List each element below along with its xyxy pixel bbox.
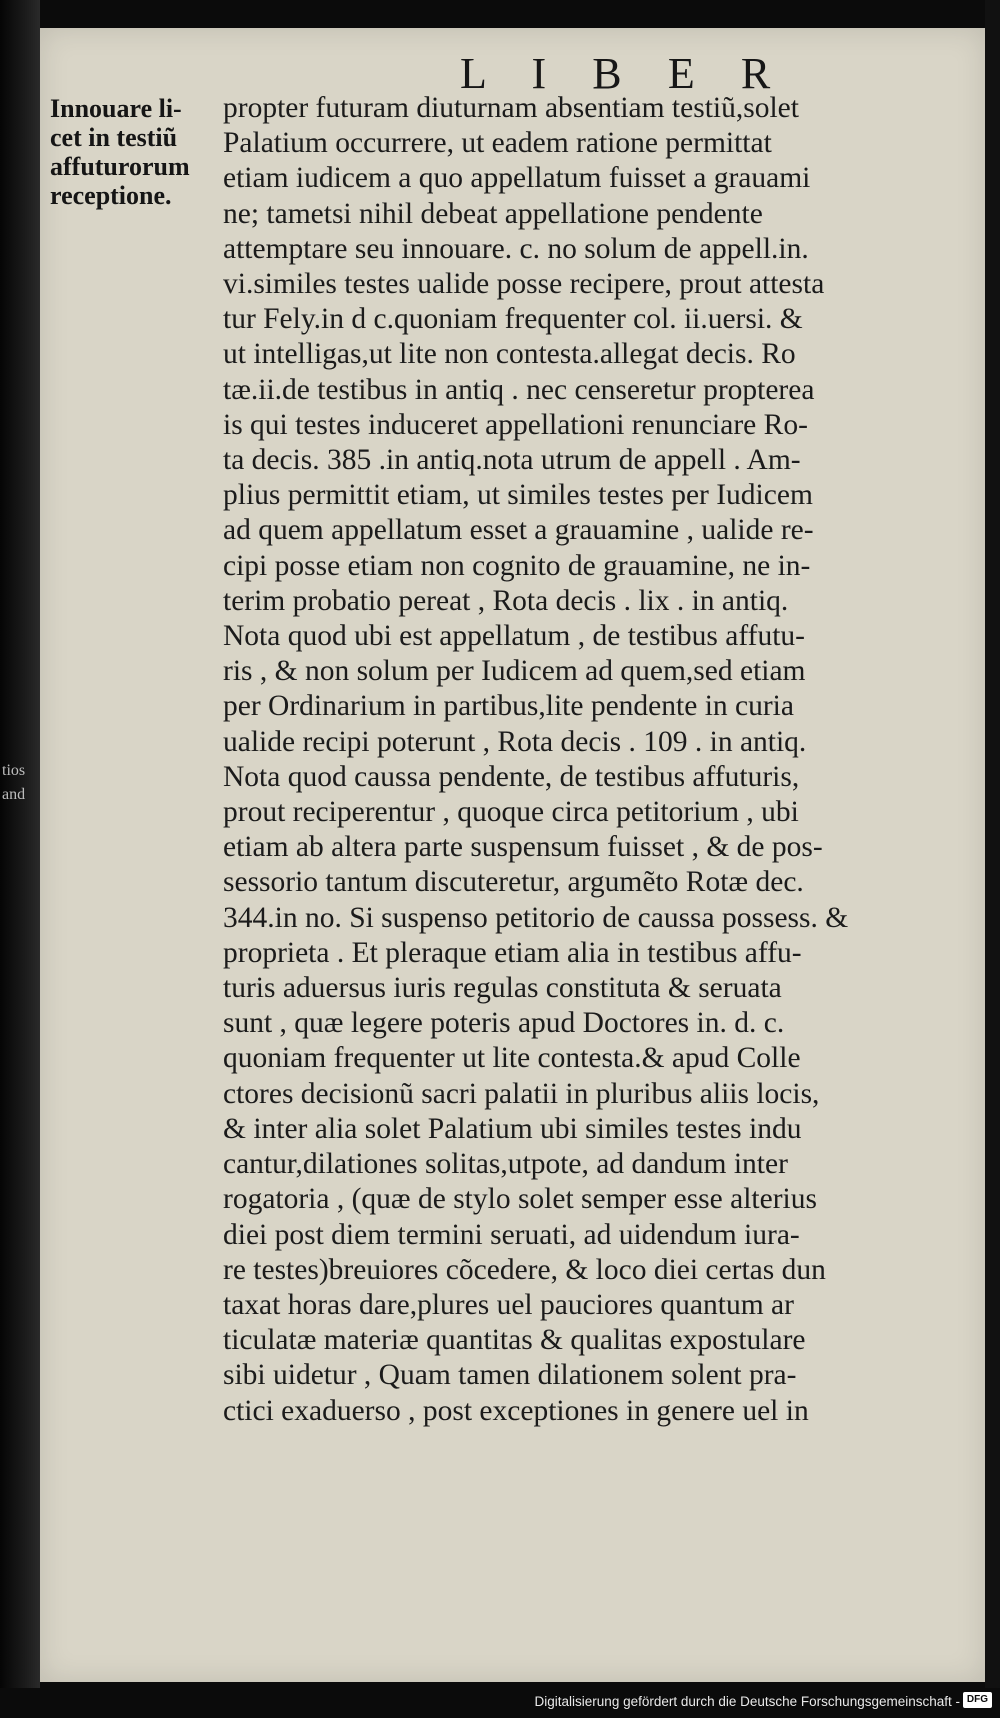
text-line: etiam ab altera parte suspensum fuisset , & de pos- xyxy=(223,831,823,864)
text-line: cipi posse etiam non cognito de grauamine, ne in- xyxy=(223,549,811,582)
left-page-edge xyxy=(0,0,40,1718)
text-line: tæ.ii.de testibus in antiq . nec censeretur propterea xyxy=(223,373,815,406)
text-line: proprieta . Et pleraque etiam alia in testibus affu- xyxy=(223,936,802,969)
marginal-line: cet in testiũ xyxy=(50,123,178,152)
text-line: sibi uidetur , Quam tamen dilationem solent pra- xyxy=(223,1359,797,1392)
text-line: ris , & non solum per Iudicem ad quem,sed etiam xyxy=(223,655,806,688)
text-line: terim probatio pereat , Rota decis . lix . in antiq. xyxy=(223,584,789,617)
body-text xyxy=(223,91,983,1429)
text-line: ticulatæ materiæ quantitas & qualitas expostulare xyxy=(223,1324,806,1357)
text-line: per Ordinarium in partibus,lite pendente in curia xyxy=(223,690,794,723)
text-line: is qui testes induceret appellationi renunciare Ro- xyxy=(223,408,808,441)
dfg-logo: DFG xyxy=(963,1692,992,1708)
text-line: sunt , quæ legere poteris apud Doctores in. d. c. xyxy=(223,1007,785,1040)
text-line: Nota quod ubi est appellatum , de testibus affutu- xyxy=(223,620,805,653)
text-line: plius permittit etiam, ut similes testes per Iudicem xyxy=(223,479,813,512)
right-page-edge xyxy=(985,0,1000,1718)
text-line: ualide recipi poterunt , Rota decis . 109 . in antiq. xyxy=(223,725,807,758)
text-line: attemptare seu innouare. c. no solum de appell.in. xyxy=(223,232,809,265)
footer-bar xyxy=(0,1688,1000,1718)
text-line: etiam iudicem a quo appellatum fuisset a grauami xyxy=(223,162,811,195)
text-line: quoniam frequenter ut lite contesta.& apud Colle xyxy=(223,1042,801,1075)
text-line: tur Fely.in d c.quoniam frequenter col. ii.uersi. & xyxy=(223,303,803,336)
text-line: vi.similes testes ualide posse recipere, prout attesta xyxy=(223,268,825,301)
text-line: taxat horas dare,plures uel pauciores quantum ar xyxy=(223,1288,794,1321)
text-line: & inter alia solet Palatium ubi similes testes indu xyxy=(223,1112,802,1145)
text-line: prout reciperentur , quoque circa petitorium , ubi xyxy=(223,796,799,829)
text-line: ad quem appellatum esset a grauamine , ualide re- xyxy=(223,514,814,547)
text-line: ta decis. 385 .in antiq.nota utrum de appell . Am- xyxy=(223,444,801,477)
text-line: propter futuram diuturnam absentiam testiũ,solet xyxy=(223,92,799,124)
text-line: re testes)breuiores cõcedere, & loco diei certas dun xyxy=(223,1253,826,1286)
text-line: ctores decisionũ sacri palatii in pluribus aliis locis, xyxy=(223,1077,820,1110)
marginal-line: Innouare li- xyxy=(50,94,182,123)
text-line: Palatium occurrere, ut eadem ratione permittat xyxy=(223,127,772,160)
text-line: ut intelligas,ut lite non contesta.allegat decis. Ro xyxy=(223,338,796,371)
text-line: cantur,dilationes solitas,utpote, ad dandum inter xyxy=(223,1148,788,1181)
text-line: 344.in no. Si suspenso petitorio de caussa possess. & xyxy=(223,901,849,934)
funding-credit: Digitalisierung gefördert durch die Deutsche Forschungsgemeinschaft - xyxy=(534,1694,960,1709)
text-line: Nota quod caussa pendente, de testibus affuturis, xyxy=(223,760,800,793)
text-line: diei post diem termini seruati, ad uidendum iura- xyxy=(223,1218,800,1251)
text-line: turis aduersus iuris regulas constituta & seruata xyxy=(223,972,782,1005)
running-title: L I B E R xyxy=(460,49,788,98)
marginal-line: receptione. xyxy=(50,181,172,210)
marginal-line: affuturorum xyxy=(50,152,190,181)
text-line: ctici exaduerso , post exceptiones in genere uel in xyxy=(223,1394,809,1427)
marginal-note xyxy=(50,94,200,210)
text-line: sessorio tantum discuteretur, argumẽto Rotæ dec. xyxy=(223,866,804,899)
edge-fragment: tios xyxy=(2,762,26,779)
text-line: ne; tametsi nihil debeat appellatione pendente xyxy=(223,197,763,230)
edge-fragment: and xyxy=(2,786,26,803)
book-page xyxy=(40,28,985,1682)
text-line: rogatoria , (quæ de stylo solet semper esse alterius xyxy=(223,1183,817,1216)
